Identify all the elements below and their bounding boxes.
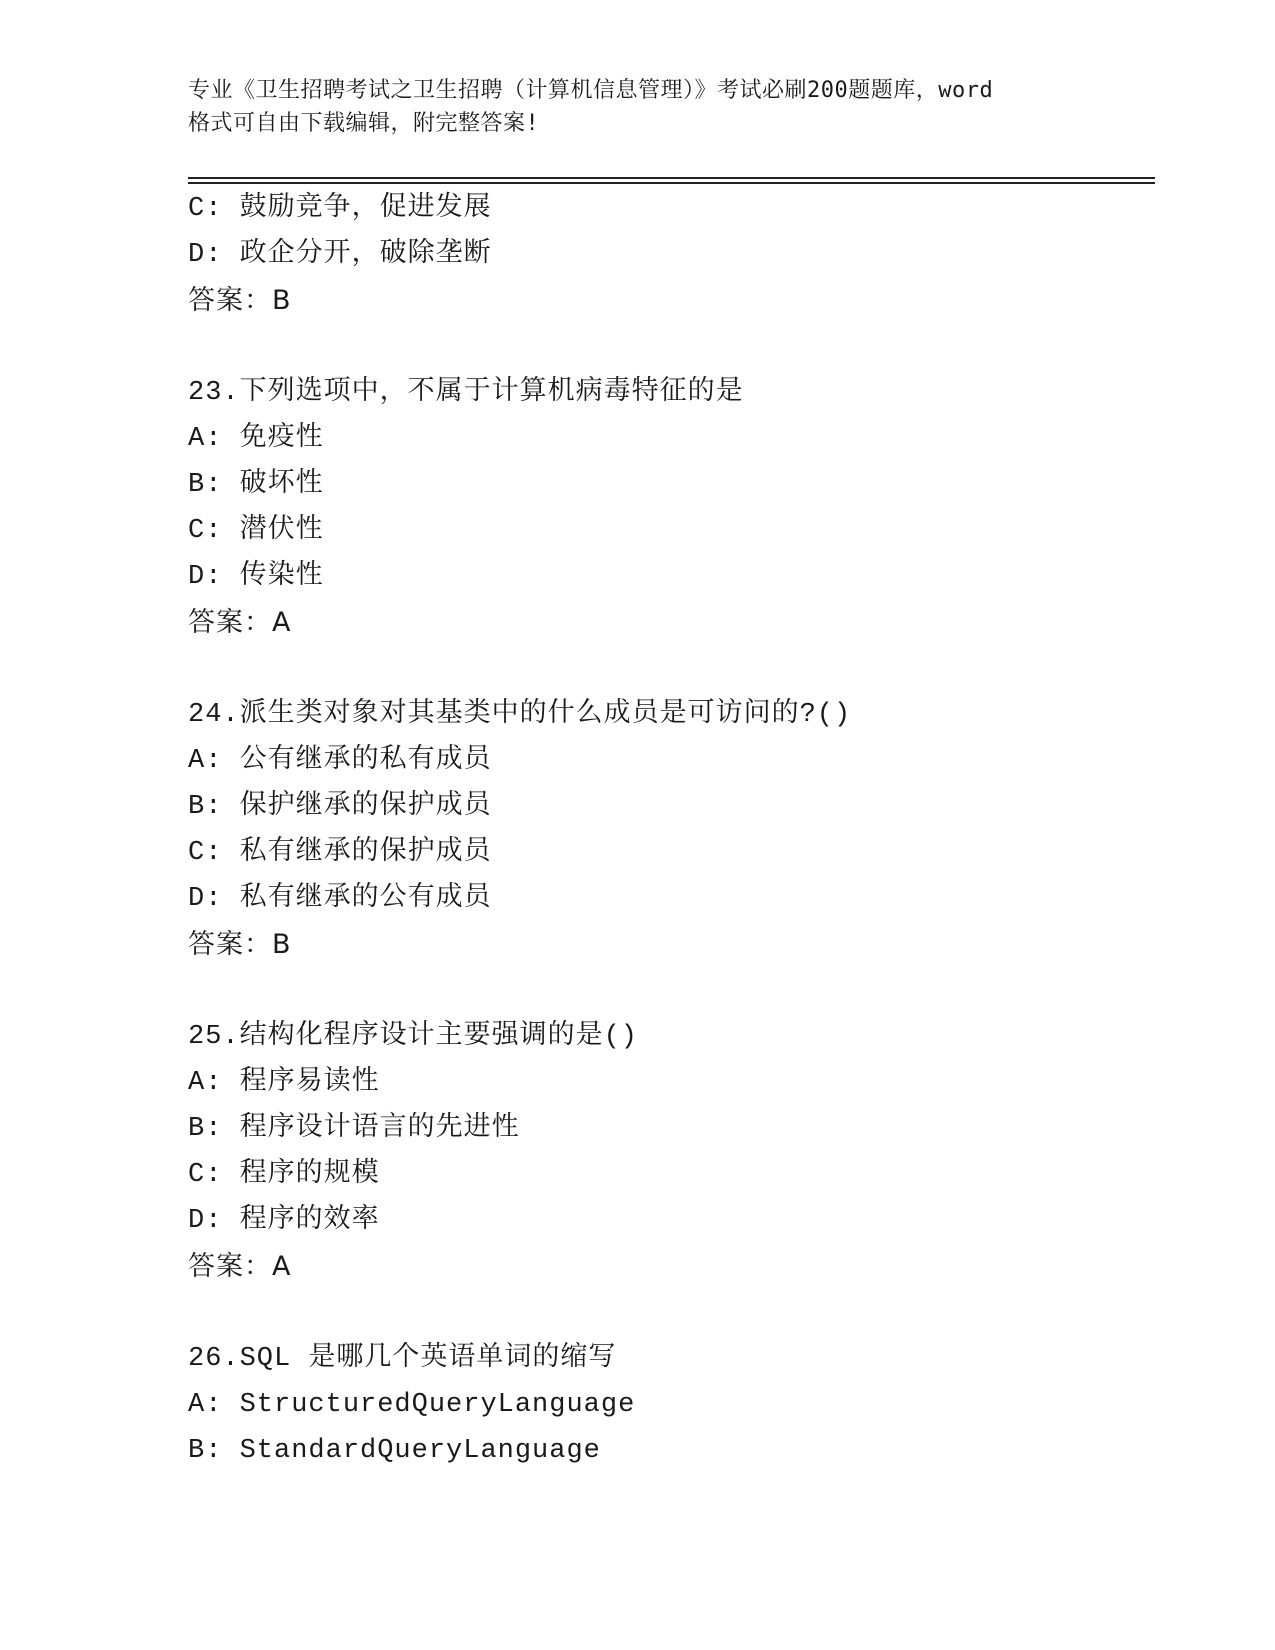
answer: 答案：A — [188, 1251, 292, 1282]
header-divider-bottom — [188, 182, 1155, 184]
option-b: B: StandardQueryLanguage — [188, 1436, 601, 1466]
answer: 答案：B — [188, 929, 292, 960]
question-24 — [188, 692, 1148, 968]
option-d: D: 程序的效率 — [188, 1206, 380, 1236]
option-b: B: 保护继承的保护成员 — [188, 792, 492, 822]
question-26 — [188, 1336, 1148, 1474]
header-line-1: 专业《卫生招聘考试之卫生招聘（计算机信息管理）》考试必刷200题题库，word — [188, 78, 994, 103]
header-line-2: 格式可自由下载编辑，附完整答案! — [188, 111, 540, 136]
option-c: C: 私有继承的保护成员 — [188, 838, 492, 868]
document-header — [188, 74, 1088, 140]
option-d: D: 政企分开，破除垄断 — [188, 240, 492, 270]
option-a: A: StructuredQueryLanguage — [188, 1390, 636, 1420]
answer: 答案：B — [188, 285, 292, 316]
option-d: D: 传染性 — [188, 562, 324, 592]
option-c: C: 鼓励竞争，促进发展 — [188, 194, 492, 224]
option-c: C: 潜伏性 — [188, 516, 324, 546]
option-a: A: 免疫性 — [188, 424, 324, 454]
option-a: A: 程序易读性 — [188, 1068, 380, 1098]
option-b: B: 破坏性 — [188, 470, 324, 500]
question-stem: 25.结构化程序设计主要强调的是() — [188, 1022, 639, 1052]
answer: 答案：A — [188, 607, 292, 638]
header-divider-top — [188, 177, 1155, 179]
option-a: A: 公有继承的私有成员 — [188, 746, 492, 776]
option-c: C: 程序的规模 — [188, 1160, 380, 1190]
option-b: B: 程序设计语言的先进性 — [188, 1114, 520, 1144]
previous-question-tail — [188, 186, 1148, 324]
question-stem: 24.派生类对象对其基类中的什么成员是可访问的?() — [188, 700, 852, 730]
question-25 — [188, 1014, 1148, 1290]
question-stem: 23.下列选项中，不属于计算机病毒特征的是 — [188, 378, 744, 408]
option-d: D: 私有继承的公有成员 — [188, 884, 492, 914]
question-23 — [188, 370, 1148, 646]
question-content — [188, 186, 1148, 1474]
question-stem: 26.SQL 是哪几个英语单词的缩写 — [188, 1344, 617, 1374]
